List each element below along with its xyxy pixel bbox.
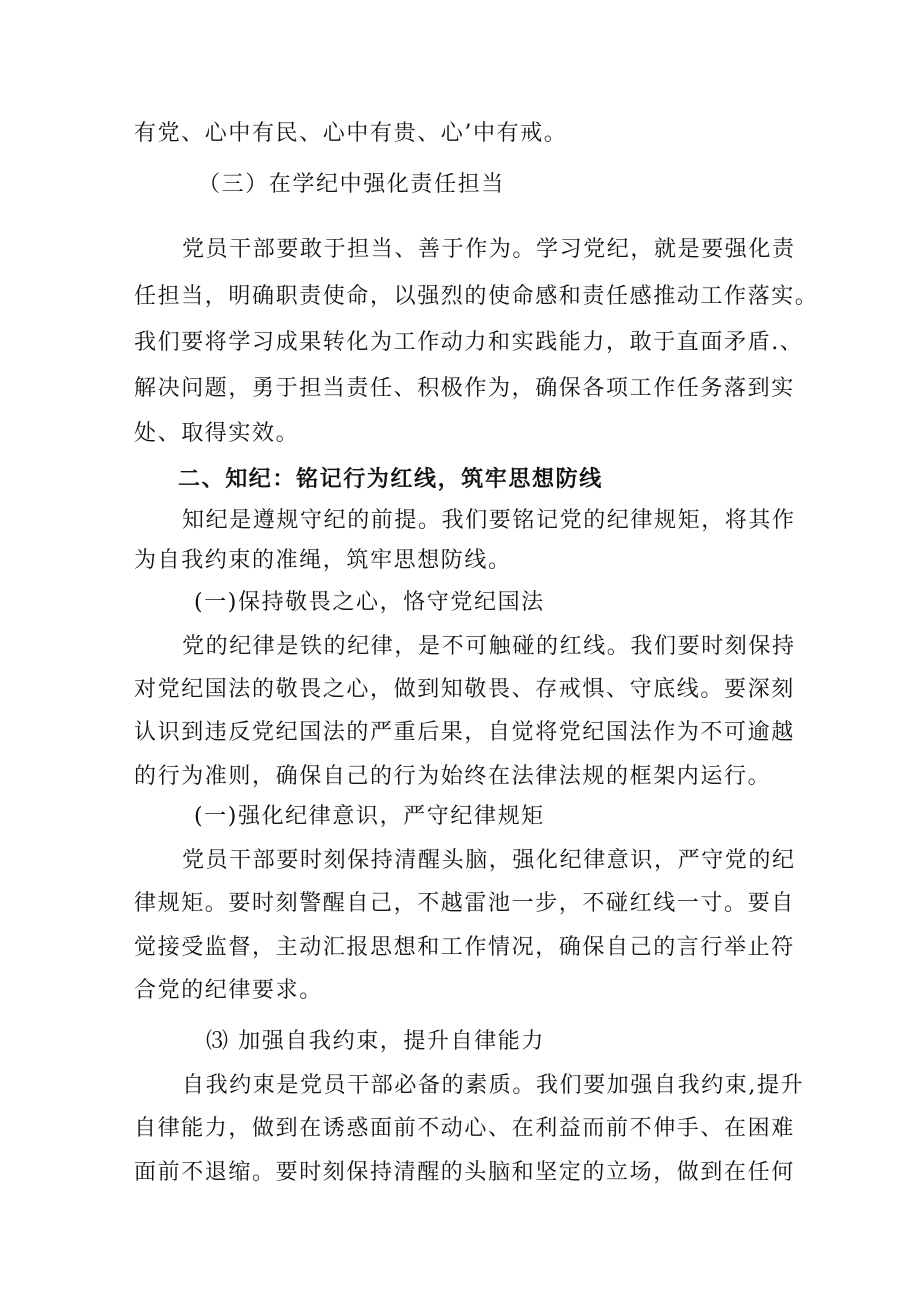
text-line: 为自我约束的准绳，筑牢思想防线。 [134,548,512,573]
text-line: 自我约束是党员干部必备的素质。我们要加强自我约束,提升 [182,1073,805,1098]
text-line: 律规矩。要时刻警醒自己，不越雷池一步，不碰红线一寸。要自 [134,891,795,916]
text-line: 我们要将学习成果转化为工作动力和实践能力，敢于直面矛盾.、 [134,330,804,355]
text-line: 合党的纪律要求。 [134,978,323,1003]
text-line: 自律能力，做到在诱惑面前不动心、在利益而前不伸手、在困难 [134,1116,795,1141]
section-heading: (一)强化纪律意识，严守纪律规矩 [194,804,545,829]
text-line: 的行为准则，确保自己的行为始终在法律法规的框架内运行。 [134,764,772,789]
text-line: 任担当，明确职责使命，以强烈的使命感和责任感推动工作落实。 [134,284,819,309]
text-line: 党员干部要敢于担当、善于作为。学习党纪，就是要强化责 [182,237,796,262]
text-line: 解决问题，勇于担当责任、积极作为，确保各项工作任务落到实 [134,376,795,401]
chapter-heading: 二、知纪：铭记行为红线，筑牢思想防线 [178,466,603,492]
text-line: 面前不退缩。要时刻保持清醒的头脑和坚定的立场，做到在任何 [134,1160,795,1185]
text-line: 知纪是遵规守纪的前提。我们要铭记党的纪律规矩，将其作 [182,508,796,533]
text-line: 党员干部要时刻保持清醒头脑，强化纪律意识，严守党的纪 [182,848,796,873]
section-heading: （三）在学纪中强化责任担当 [198,172,505,197]
text-line: 处、取得实效。 [134,421,300,446]
text-line: 有党、心中有民、心中有贵、心’中有戒。 [134,121,568,146]
section-heading: ⑶ 加强自我约束，提升自律能力 [206,1029,545,1054]
text-line: 觉接受监督，主动汇报思想和工作情况，确保自己的言行举止符 [134,935,795,960]
text-line: 认识到违反党纪国法的严重后果，自觉将党纪国法作为不可逾越 [134,720,795,745]
text-line: 对党纪国法的敬畏之心，做到知敬畏、存戒惧、守底线。要深刻 [134,677,795,702]
section-heading: (一)保持敬畏之心，恪守党纪国法 [194,590,545,615]
text-line: 党的纪律是铁的纪律，是不可触碰的红线。我们要时刻保持 [182,634,796,659]
